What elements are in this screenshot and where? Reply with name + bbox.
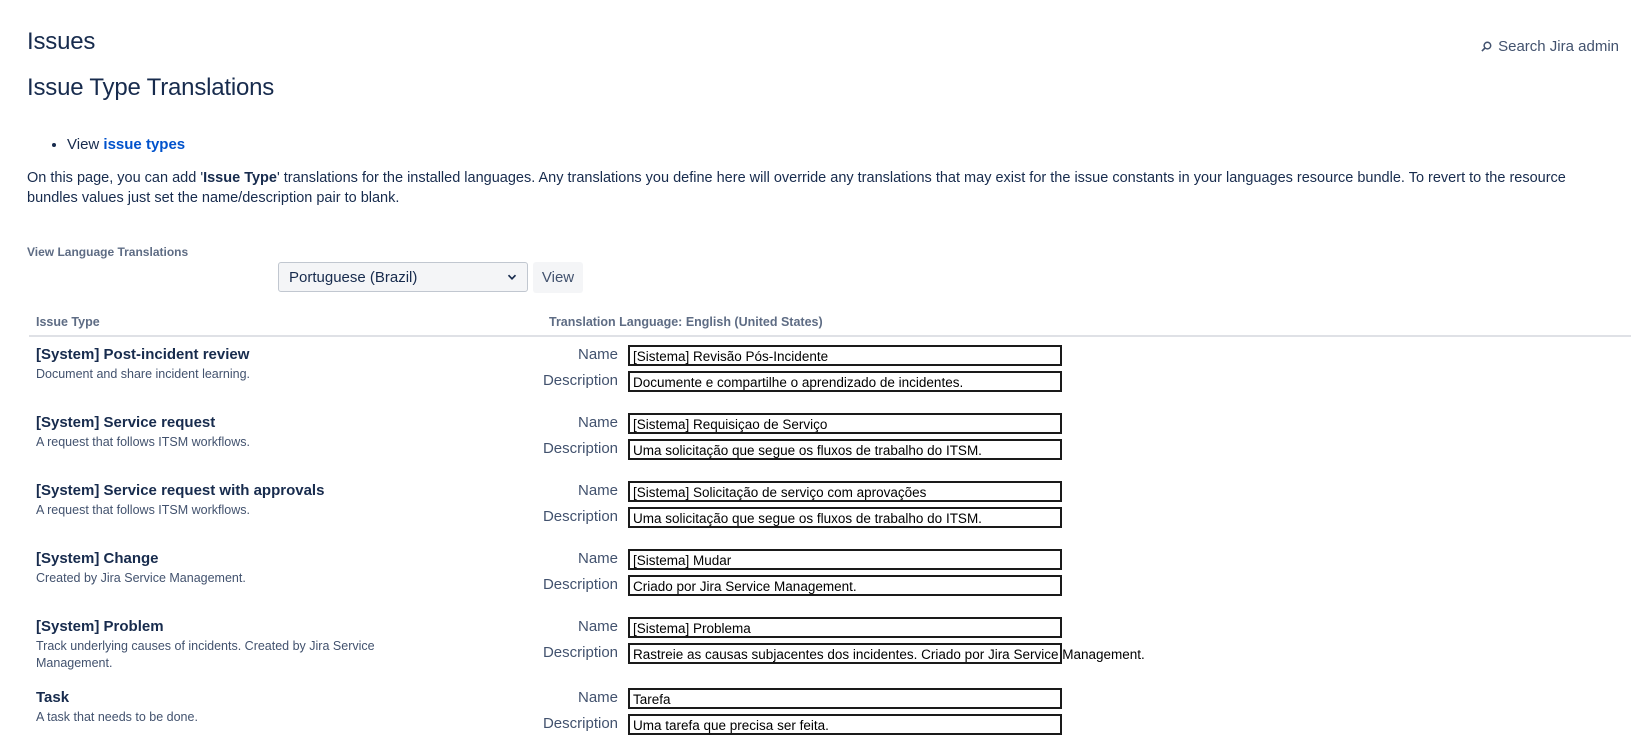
intro-after: ' translations for the installed languages. Any translations you define here will override any translations that may exist for the issue constants in your languages resource bundle. To revert to the resource bundles values just set the name/description pair to blank. [27,170,1566,206]
translated-description-input[interactable]: Uma tarefa que precisa ser feita. [628,714,1062,735]
description-label: Description [542,508,618,525]
language-select-value: Portuguese (Brazil) [289,268,418,286]
issue-type-description: Track underlying causes of incidents. Created by Jira Service Management. [36,639,375,670]
translated-name-input[interactable]: [Sistema] Revisão Pós-Incidente [628,345,1062,366]
issue-type-description: Created by Jira Service Management. [36,571,246,585]
issue-type-name: [System] Problem [36,618,164,635]
search-jira-admin-label: Search Jira admin [1498,38,1619,55]
name-label: Name [577,689,618,706]
intro-before: On this page, you can add ' [27,170,204,186]
view-links-list [46,136,185,153]
translated-name-input[interactable]: [Sistema] Mudar [628,549,1062,570]
translated-description-input[interactable]: Uma solicitação que segue os fluxos de trabalho do ITSM. [628,439,1062,460]
issue-types-link[interactable]: issue types [103,136,186,153]
intro-bold: Issue Type [203,170,277,186]
search-icon [1481,41,1492,52]
issue-type-name: [System] Service request with approvals [36,482,325,499]
description-label: Description [542,372,618,389]
translated-description-input[interactable]: Uma solicitação que segue os fluxos de trabalho do ITSM. [628,507,1062,528]
language-select[interactable] [278,262,528,292]
name-label: Name [577,346,618,363]
view-issue-types-item [67,136,185,153]
name-label: Name [577,618,618,635]
table-header-divider [29,335,1631,337]
description-label: Description [542,576,618,593]
column-header-issue-type: Issue Type [36,315,100,329]
translated-description-input[interactable]: Criado por Jira Service Management. [628,575,1062,596]
translated-description-input[interactable]: Documente e compartilhe o aprendizado de incidentes. [628,371,1062,392]
column-header-translation-language: Translation Language: English (United States) [549,315,823,329]
translated-name-input[interactable]: [Sistema] Problema [628,617,1062,638]
translated-name-input[interactable]: [Sistema] Solicitação de serviço com aprovações [628,481,1062,502]
name-label: Name [577,414,618,431]
issue-type-name: [System] Service request [36,414,216,431]
name-label: Name [577,550,618,567]
issue-type-name: [System] Change [36,550,159,567]
page-heading: Issues [27,28,96,55]
intro-text [27,168,1617,208]
translated-name-input[interactable]: [Sistema] Requisiçao de Serviço [628,413,1062,434]
issue-type-description: A task that needs to be done. [36,710,198,724]
issue-type-description: A request that follows ITSM workflows. [36,503,250,517]
section-title: Issue Type Translations [27,74,275,101]
issue-type-name: Task [36,689,70,706]
translated-name-input[interactable]: Tarefa [628,688,1062,709]
description-label: Description [542,440,618,457]
name-label: Name [577,482,618,499]
search-jira-admin-link[interactable] [1481,38,1619,55]
view-button[interactable]: View [533,262,583,293]
description-label: Description [542,644,618,661]
chevron-down-icon [507,272,517,282]
translated-description-input[interactable]: Rastreie as causas subjacentes dos incidentes. Criado por Jira Service Management. [628,643,1062,664]
description-label: Description [542,715,618,732]
view-language-translations-label: View Language Translations [27,245,189,259]
view-prefix: View [67,136,104,153]
issue-type-description: Document and share incident learning. [36,367,251,381]
issue-type-name: [System] Post-incident review [36,346,250,363]
issue-type-description: A request that follows ITSM workflows. [36,435,250,449]
